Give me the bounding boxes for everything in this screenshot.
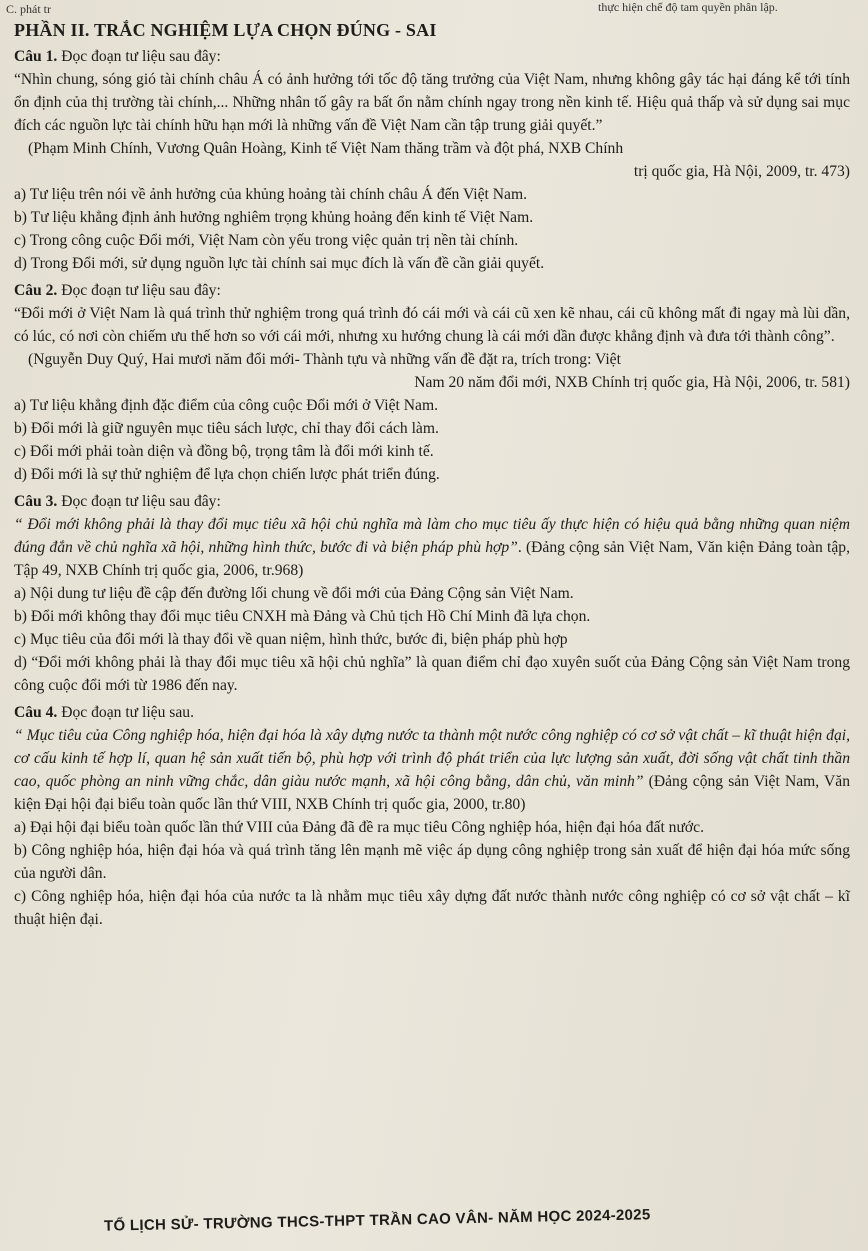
question-4-heading (14, 701, 850, 724)
question-2-option-d: d) Đổi mới là sự thử nghiệm để lựa chọn chiến lược phát triển đúng. (14, 466, 440, 483)
question-4-option-c: c) Công nghiệp hóa, hiện đại hóa của nước ta là nhằm mục tiêu xây dựng đất nước thành nước công nghiệp có cơ sở vật chất – kĩ thuật hiện đại. (14, 888, 850, 928)
question-3-option-c: c) Mục tiêu của đổi mới là thay đổi về quan niệm, hình thức, bước đi, biện pháp phù hợp (14, 631, 568, 648)
previous-option-fragment: C. phát tr (6, 2, 51, 16)
question-2-heading (14, 279, 850, 302)
question-2-option-b: b) Đổi mới là giữ nguyên mục tiêu sách lược, chỉ thay đổi cách làm. (14, 420, 439, 437)
question-4-prompt: Đọc đoạn tư liệu sau. (57, 704, 194, 721)
question-1 (14, 45, 850, 275)
question-2-option-c: c) Đổi mới phải toàn diện và đồng bộ, trọng tâm là đổi mới kinh tế. (14, 443, 434, 460)
question-3-quote (14, 513, 850, 582)
question-3-prompt: Đọc đoạn tư liệu sau đây: (57, 493, 221, 510)
question-2-quote: “Đổi mới ở Việt Nam là quá trình thử nghiệm trong quá trình đó cái mới và cái cũ xen kẽ nhau, cái cũ không mất đi ngay mà lùi dần, có lúc, có nơi còn chiếm ưu thế hơn so với cái mới, nhưng xu hướng chung là cái mới dần được khẳng định và đưa tới thành công”. (14, 305, 850, 345)
question-2-prompt: Đọc đoạn tư liệu sau đây: (57, 282, 221, 299)
question-1-citation-line2: trị quốc gia, Hà Nội, 2009, tr. 473) (633, 163, 850, 180)
question-1-option-b: b) Tư liệu khẳng định ảnh hưởng nghiêm trọng khủng hoảng đến kinh tế Việt Nam. (14, 209, 534, 226)
question-4-quote (14, 724, 850, 816)
question-2-citation-line1: (Nguyễn Duy Quý, Hai mươi năm đổi mới- Thành tựu và những vấn đề đặt ra, trích trong: Việt (28, 351, 621, 368)
question-2-option-a: a) Tư liệu khẳng định đặc điểm của công cuộc Đổi mới ở Việt Nam. (14, 397, 438, 414)
question-3-option-d: d) “Đổi mới không phải là thay đổi mục tiêu xã hội chủ nghĩa” là quan điểm chỉ đạo xuyên suốt của Đảng Cộng sản Việt Nam trong công cuộc đổi mới từ 1986 đến nay. (14, 654, 850, 694)
question-3-heading (14, 490, 850, 513)
question-1-option-c: c) Trong công cuộc Đổi mới, Việt Nam còn yếu trong việc quản trị nền tài chính. (14, 232, 519, 249)
question-1-quote: “Nhìn chung, sóng gió tài chính châu Á có ảnh hưởng tới tốc độ tăng trưởng của Việt Nam, nhưng không gây tác hại đáng kể tới tính ổn định của thị trường tài chính,... Những nhân tố gây ra bất ổn nằm chính ngay trong nền kinh tế. Hiệu quả thấp và sử dụng sai mục đích các nguồn lực tài chính hữu hạn mới là những vấn đề Việt Nam cần tập trung giải quyết.” (14, 71, 850, 134)
question-3-option-a: a) Nội dung tư liệu đề cập đến đường lối chung về đổi mới của Đảng Cộng sản Việt Nam. (14, 585, 574, 602)
question-4-option-b: b) Công nghiệp hóa, hiện đại hóa và quá trình tăng lên mạnh mẽ việc áp dụng công nghiệp trong sản xuất để hiện đại hóa mức sống của người dân. (14, 842, 850, 882)
page-footer: TỔ LỊCH SỬ- TRƯỜNG THCS-THPT TRẦN CAO VÂN- NĂM HỌC 2024-2025 (103, 1206, 651, 1235)
question-2-label: Câu 2. (14, 282, 58, 299)
question-2-citation-line2: Nam 20 năm đổi mới, NXB Chính trị quốc gia, Hà Nội, 2006, tr. 581) (414, 374, 850, 391)
question-3-quote-italic: “ Đổi mới không phải là thay đổi mục tiêu xã hội chủ nghĩa mà làm cho mục tiêu ấy thực hiện có hiệu quả bằng những quan niệm đúng đắn về chủ nghĩa xã hội, những hình thức, bước đi và biện pháp phù hợp” (14, 516, 850, 556)
question-4-quote-source: (Đảng cộng sản Việt Nam, Văn kiện Đại hội đại biểu toàn quốc lần thứ VIII, NXB Chính trị quốc gia, 2000, tr.80) (14, 773, 850, 813)
previous-option-text: thực hiện chế độ tam quyền phân lập. (598, 0, 778, 14)
question-1-citation-line1: (Phạm Minh Chính, Vương Quân Hoàng, Kinh tế Việt Nam thăng trầm và đột phá, NXB Chính (28, 140, 624, 157)
question-1-prompt: Đọc đoạn tư liệu sau đây: (57, 48, 221, 65)
question-2 (14, 279, 850, 486)
question-1-heading (14, 45, 850, 68)
question-3-option-b: b) Đổi mới không thay đổi mục tiêu CNXH mà Đảng và Chủ tịch Hồ Chí Minh đã lựa chọn. (14, 608, 591, 625)
question-4 (14, 701, 850, 931)
question-4-label: Câu 4. (14, 704, 58, 721)
question-1-label: Câu 1. (14, 48, 58, 65)
question-3-label: Câu 3. (14, 493, 58, 510)
question-4-option-a: a) Đại hội đại biểu toàn quốc lần thứ VIII của Đảng đã đề ra mục tiêu Công nghiệp hóa, hiện đại hóa đất nước. (14, 819, 704, 836)
question-4-quote-italic: “ Mục tiêu của Công nghiệp hóa, hiện đại hóa là xây dựng nước ta thành một nước công nghiệp có cơ sở vật chất – kĩ thuật hiện đại, cơ cấu kinh tế hợp lí, quan hệ sản xuất tiến bộ, phù hợp với trình độ phát triển của lực lượng sản xuất, đời sống vật chất tinh thần cao, quốc phòng an ninh vững chắc, dân giàu nước mạnh, xã hội công bằng, dân chủ, văn minh” (14, 727, 850, 790)
question-3 (14, 490, 850, 697)
question-1-option-d: d) Trong Đổi mới, sử dụng nguồn lực tài chính sai mục đích là vấn đề cần giải quyết. (14, 255, 545, 272)
section-title: PHẦN II. TRẮC NGHIỆM LỰA CHỌN ĐÚNG - SAI (14, 20, 437, 40)
question-3-quote-source: . (Đảng cộng sản Việt Nam, Văn kiện Đảng toàn tập, Tập 49, NXB Chính trị quốc gia, 2006, tr.968) (14, 539, 850, 579)
question-1-option-a: a) Tư liệu trên nói về ảnh hưởng của khủng hoảng tài chính châu Á đến Việt Nam. (14, 186, 527, 203)
